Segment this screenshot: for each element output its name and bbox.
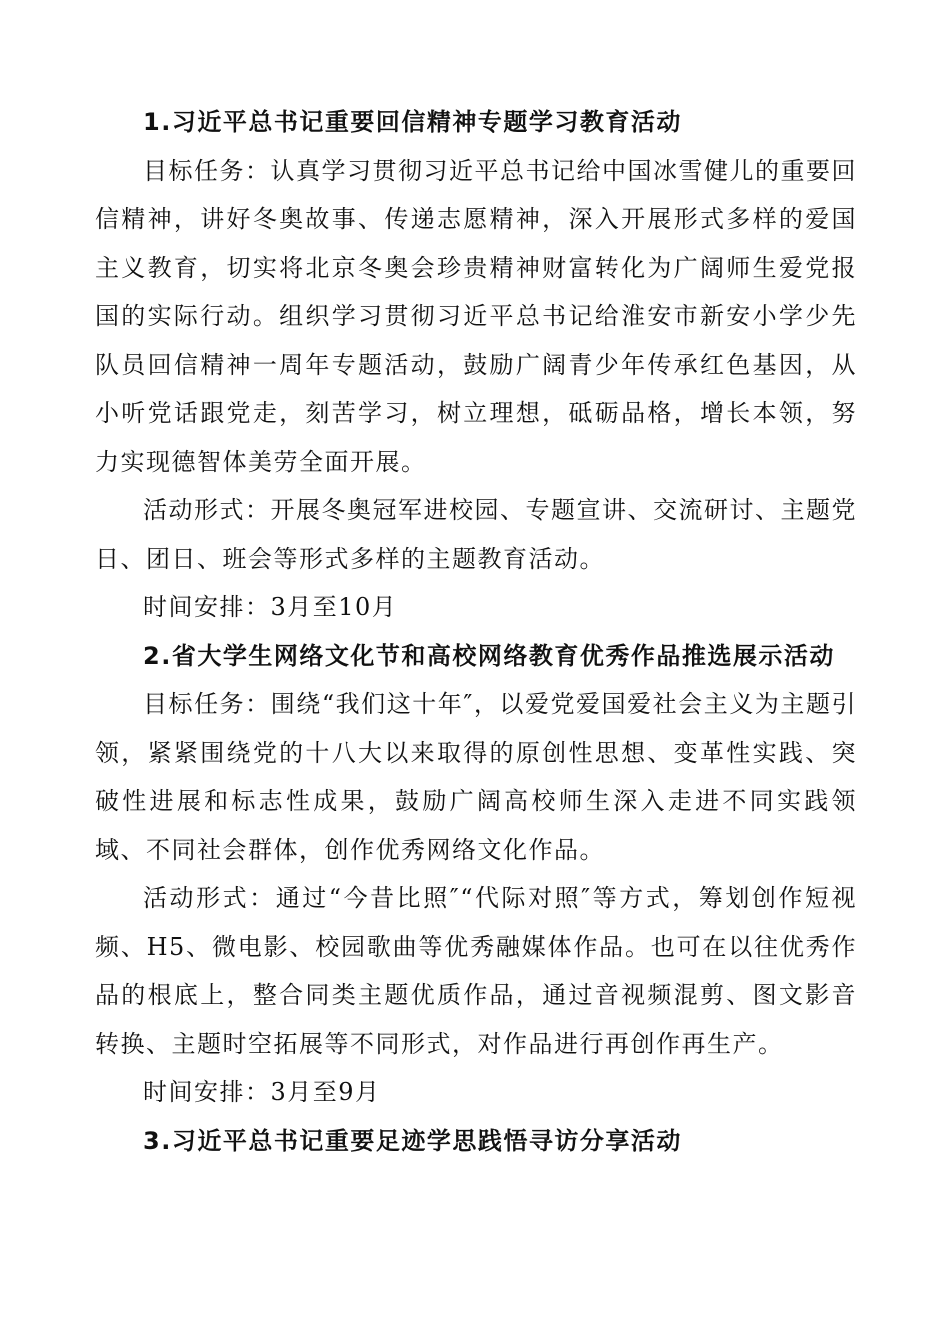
section-2-form: 活动形式：通过“今昔比照″“代际对照″等方式，筹划创作短视频、H5、微电影、校园歌曲等优秀融媒体作品。也可在以往优秀作品的根底上，整合同类主题优质作品，通过音视频混剪、图文影音转换、主题时空拓展等不同形式，对作品进行再创作再生产。 (95, 884, 857, 1058)
section-2-schedule: 时间安排：3月至9月 (143, 1078, 381, 1106)
section-1-goal: 目标任务：认真学习贯彻习近平总书记给中国冰雪健儿的重要回信精神，讲好冬奥故事、传递志愿精神，深入开展形式多样的爱国主义教育，切实将北京冬奥会珍贵精神财富转化为广阔师生爱党报国的实际行动。组织学习贯彻习近平总书记给淮安市新安小学少先队员回信精神一周年专题活动，鼓励广阔青少年传承红色基因，从小听党话跟党走，刻苦学习，树立理想，砥砺品格，增长本领，努力实现德智体美劳全面开展。 (95, 156, 857, 476)
section-1-schedule: 时间安排：3月至10月 (143, 593, 398, 621)
section-3-heading: 3.习近平总书记重要足迹学思践悟寻访分享活动 (143, 1126, 682, 1155)
section-1-form: 活动形式：开展冬奥冠军进校园、专题宣讲、交流研讨、主题党日、团日、班会等形式多样的主题教育活动。 (95, 496, 857, 573)
document-page (95, 98, 857, 1165)
section-2-goal: 目标任务：围绕“我们这十年″，以爱党爱国爱社会主义为主题引领，紧紧围绕党的十八大以来取得的原创性思想、变革性实践、突破性进展和标志性成果，鼓励广阔高校师生深入走进不同实践领域、不同社会群体，创作优秀网络文化作品。 (95, 690, 857, 864)
section-1-heading: 1.习近平总书记重要回信精神专题学习教育活动 (143, 108, 682, 136)
section-2-heading: 2.省大学生网络文化节和高校网络教育优秀作品推选展示活动 (143, 641, 835, 670)
